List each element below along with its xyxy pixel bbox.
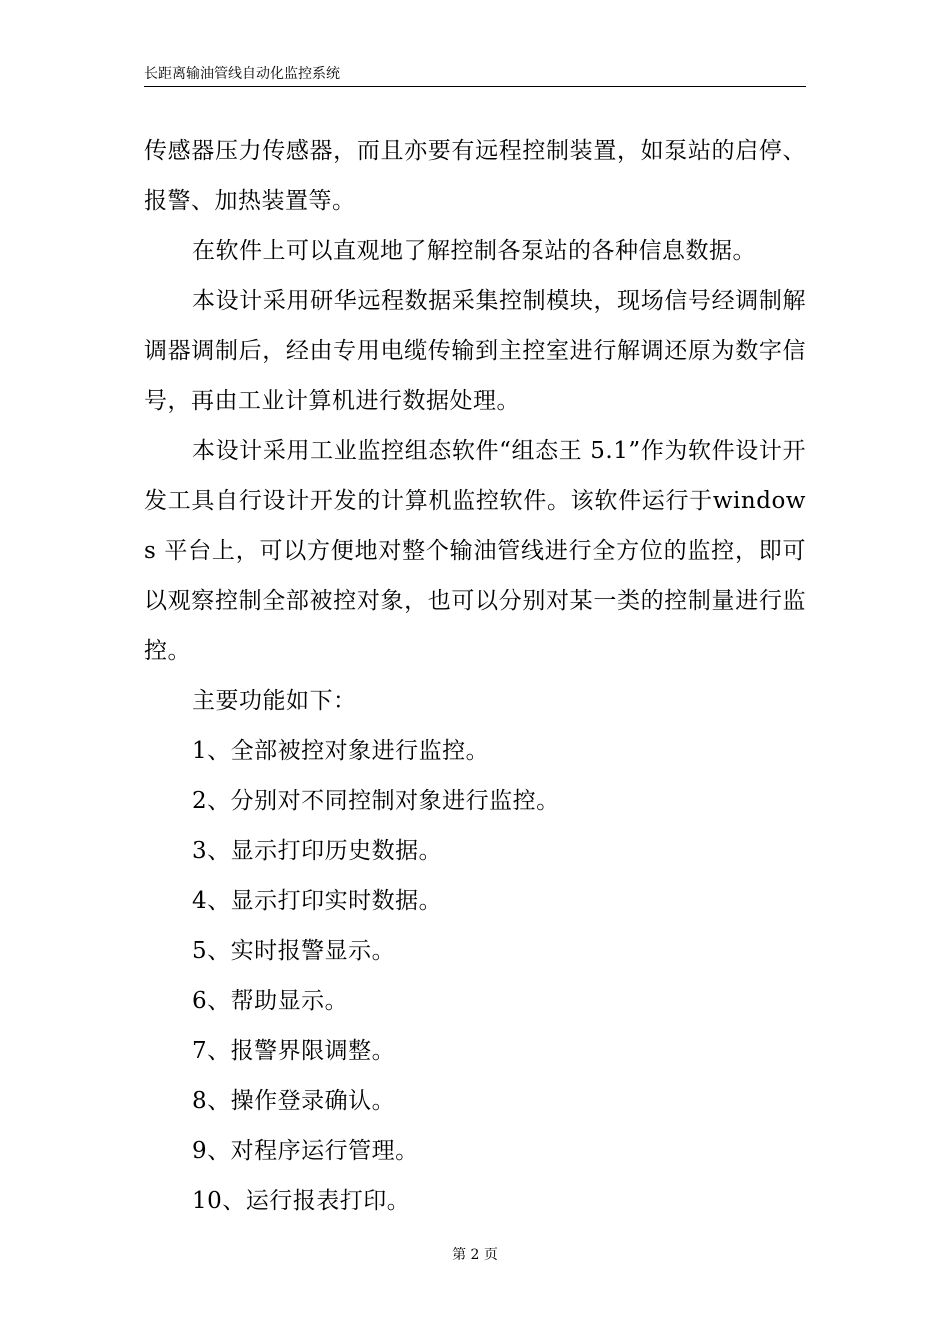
header-title: 长距离输油管线自动化监控系统 <box>144 66 340 82</box>
document-body <box>144 126 806 1226</box>
list-item: 10、运行报表打印。 <box>192 1188 411 1214</box>
paragraph: 本设计采用工业监控组态软件“组态王 5.1”作为软件设计开发工具自行设计开发的计算机监控软件。该软件运行于windows 平台上，可以方便地对整个输油管线进行全方位的监控，即可以观察控制全部被控对象，也可以分别对某一类的控制量进行监控。 <box>144 438 806 664</box>
list-item: 8、操作登录确认。 <box>192 1088 396 1114</box>
paragraph: 本设计采用研华远程数据采集控制模块，现场信号经调制解调器调制后，经由专用电缆传输到主控室进行解调还原为数字信号，再由工业计算机进行数据处理。 <box>144 288 806 414</box>
list-item: 9、对程序运行管理。 <box>192 1138 419 1164</box>
function-list-heading: 主要功能如下： <box>192 688 357 714</box>
list-item: 2、分别对不同控制对象进行监控。 <box>192 788 560 814</box>
list-item: 3、显示打印历史数据。 <box>192 838 443 864</box>
list-item: 7、报警界限调整。 <box>192 1038 396 1064</box>
list-item: 6、帮助显示。 <box>192 988 349 1014</box>
page-header <box>144 64 806 87</box>
page-footer <box>0 1247 950 1263</box>
list-item: 5、实时报警显示。 <box>192 938 396 964</box>
paragraph: 在软件上可以直观地了解控制各泵站的各种信息数据。 <box>192 238 756 264</box>
page-number: 第 2 页 <box>452 1247 498 1263</box>
paragraph-continuation: 传感器压力传感器，而且亦要有远程控制装置，如泵站的启停、报警、加热装置等。 <box>144 138 806 214</box>
list-item: 1、全部被控对象进行监控。 <box>192 738 490 764</box>
list-item: 4、显示打印实时数据。 <box>192 888 443 914</box>
